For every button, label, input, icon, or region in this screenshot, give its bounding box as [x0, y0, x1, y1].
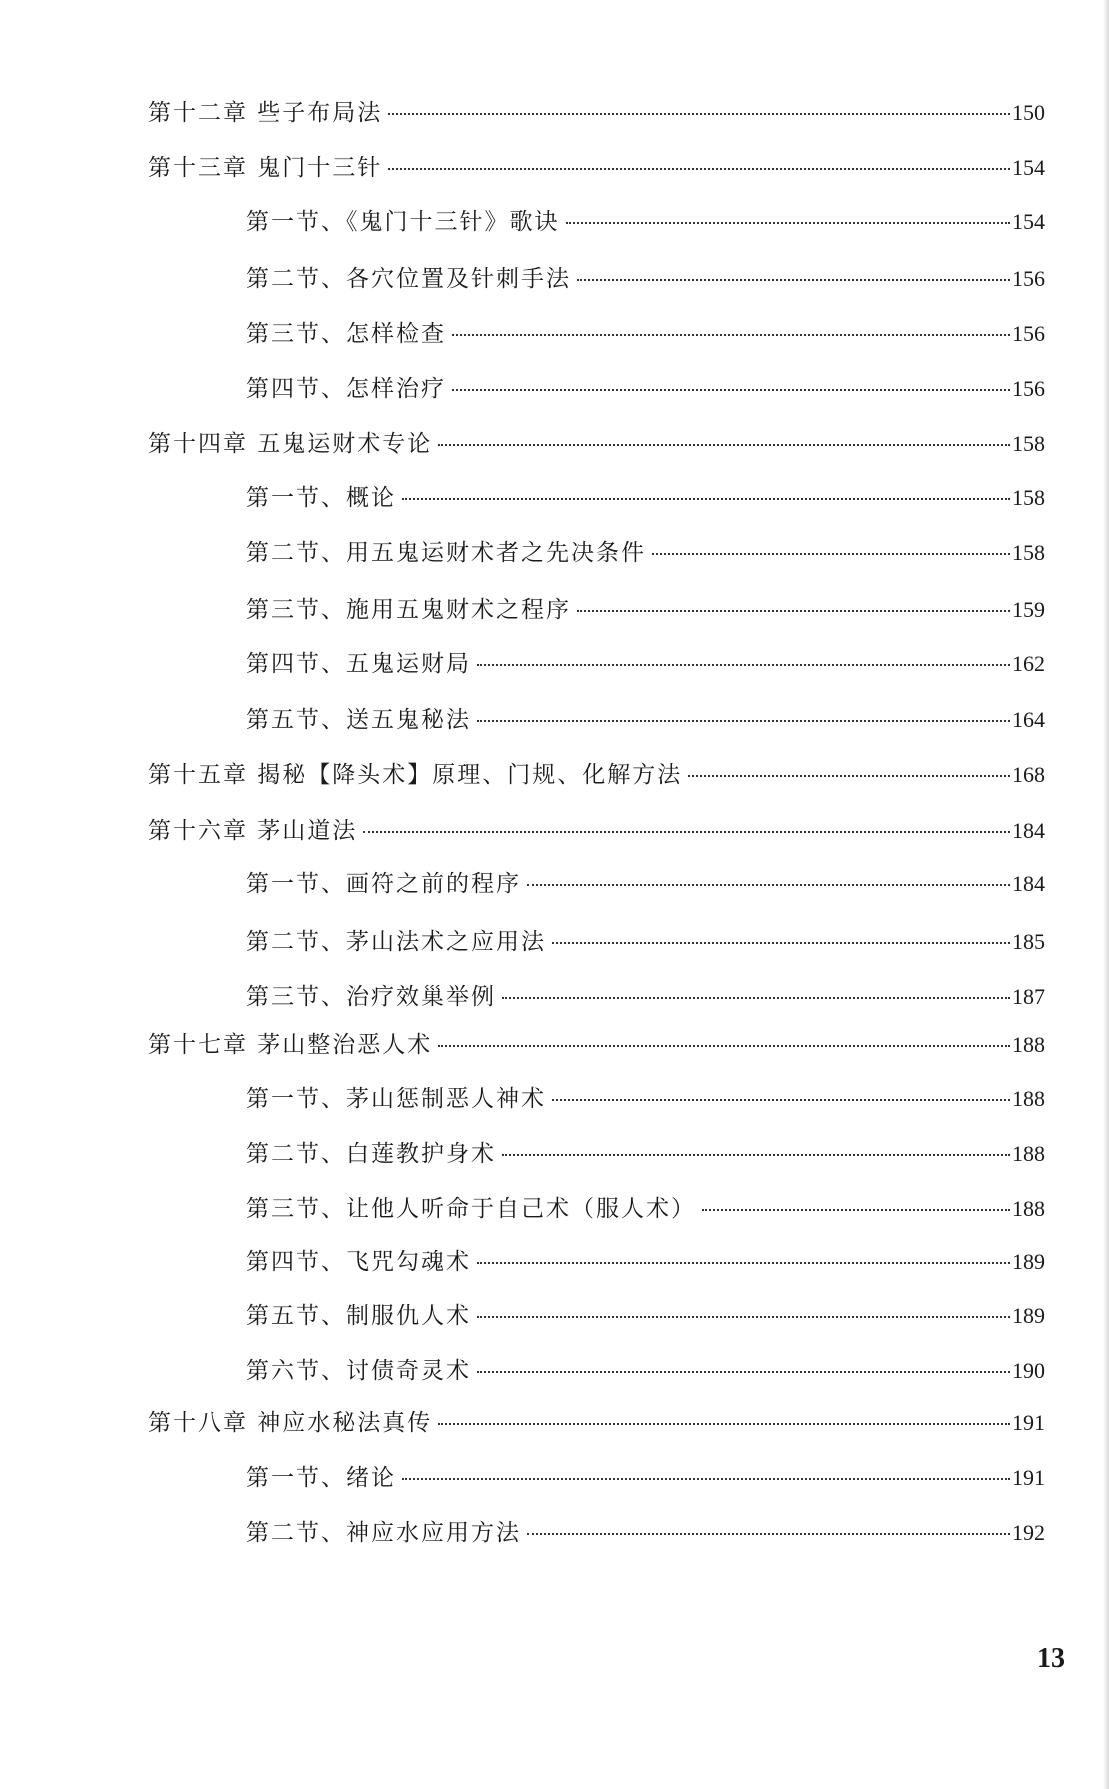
- toc-entry-label: 第三节、治疗效巢举例: [246, 984, 496, 1010]
- toc-leader-dots: [452, 334, 1010, 336]
- toc-entry-section[interactable]: [246, 1518, 1045, 1548]
- toc-leader-dots: [688, 775, 1010, 777]
- toc-leader-dots: [477, 720, 1010, 722]
- toc-leader-dots: [527, 884, 1010, 886]
- toc-entry-section[interactable]: [246, 1194, 1045, 1224]
- toc-leader-dots: [402, 1478, 1010, 1480]
- toc-leader-dots: [388, 113, 1010, 115]
- toc-entry-label: 第二节、白莲教护身术: [246, 1141, 496, 1167]
- toc-entry-chapter-16[interactable]: [148, 816, 1045, 846]
- toc-entry-label: 第一节、绪论: [246, 1465, 396, 1491]
- toc-entry-page: 192: [1012, 1520, 1045, 1545]
- toc-entry-section[interactable]: [246, 319, 1045, 349]
- toc-leader-dots: [477, 664, 1010, 666]
- toc-entry-label: 第四节、怎样治疗: [246, 376, 446, 402]
- toc-entry-page: 168: [1012, 762, 1045, 787]
- toc-leader-dots: [552, 942, 1010, 944]
- toc-leader-dots: [577, 279, 1010, 281]
- toc-entry-label: 第二节、神应水应用方法: [246, 1520, 521, 1546]
- toc-leader-dots: [477, 1316, 1010, 1318]
- toc-entry-section[interactable]: [246, 1463, 1045, 1493]
- toc-entry-page: 190: [1012, 1358, 1045, 1383]
- toc-leader-dots: [566, 222, 1011, 224]
- toc-leader-dots: [702, 1209, 1010, 1211]
- toc-entry-label: 第二节、用五鬼运财术者之先决条件: [246, 540, 646, 566]
- toc-entry-section[interactable]: [246, 1139, 1045, 1169]
- toc-entry-page: 188: [1012, 1196, 1045, 1221]
- toc-entry-label: 第十二章 些子布局法: [148, 100, 383, 126]
- toc-entry-page: 156: [1012, 266, 1045, 291]
- toc-entry-label: 第五节、送五鬼秘法: [246, 707, 471, 733]
- toc-entry-label: 第一节、《鬼门十三针》歌诀: [246, 209, 560, 235]
- toc-entry-label: 第六节、讨债奇灵术: [246, 1358, 471, 1384]
- toc-leader-dots: [452, 389, 1010, 391]
- toc-entry-label: 第四节、飞咒勾魂术: [246, 1249, 471, 1275]
- toc-entry-label: 第三节、让他人听命于自己术（服人术）: [246, 1196, 696, 1222]
- toc-entry-page: 184: [1012, 818, 1045, 843]
- toc-leader-dots: [527, 1533, 1010, 1535]
- toc-entry-page: 158: [1012, 431, 1045, 456]
- toc-entry-label: 第二节、茅山法术之应用法: [246, 929, 546, 955]
- toc-leader-dots: [363, 831, 1010, 833]
- toc-entry-label: 第四节、五鬼运财局: [246, 651, 471, 677]
- toc-entry-chapter-14[interactable]: [148, 429, 1045, 459]
- toc-entry-page: 188: [1012, 1141, 1045, 1166]
- toc-entry-page: 189: [1012, 1303, 1045, 1328]
- toc-entry-page: 162: [1012, 651, 1045, 676]
- toc-leader-dots: [477, 1262, 1010, 1264]
- toc-leader-dots: [438, 444, 1010, 446]
- toc-leader-dots: [552, 1099, 1010, 1101]
- toc-entry-chapter-15[interactable]: [148, 760, 1045, 790]
- toc-entry-section[interactable]: [246, 649, 1045, 679]
- toc-entry-label: 第十八章 神应水秘法真传: [148, 1410, 433, 1436]
- toc-leader-dots: [652, 553, 1010, 555]
- toc-entry-page: 158: [1012, 540, 1045, 565]
- toc-entry-section[interactable]: [246, 538, 1045, 568]
- toc-entry-section[interactable]: [246, 264, 1045, 294]
- toc-entry-section[interactable]: [246, 1084, 1045, 1114]
- toc-leader-dots: [502, 1154, 1010, 1156]
- toc-entry-section[interactable]: [246, 1247, 1045, 1277]
- toc-entry-label: 第十五章 揭秘【降头术】原理、门规、化解方法: [148, 762, 683, 788]
- toc-entry-page: 191: [1012, 1465, 1045, 1490]
- toc-entry-page: 188: [1012, 1032, 1045, 1057]
- toc-entry-chapter-13[interactable]: [148, 153, 1045, 183]
- toc-entry-section[interactable]: [246, 705, 1045, 735]
- toc-entry-section[interactable]: [246, 1301, 1045, 1331]
- toc-entry-section[interactable]: [246, 595, 1045, 625]
- toc-entry-label: 第二节、各穴位置及针刺手法: [246, 266, 571, 292]
- toc-leader-dots: [502, 997, 1010, 999]
- toc-entry-label: 第五节、制服仇人术: [246, 1303, 471, 1329]
- toc-entry-chapter-12[interactable]: [148, 98, 1045, 128]
- toc-entry-page: 156: [1012, 376, 1045, 401]
- toc-entry-page: 154: [1012, 155, 1045, 180]
- toc-entry-label: 第十三章 鬼门十三针: [148, 155, 383, 181]
- toc-entry-label: 第一节、概论: [246, 485, 396, 511]
- toc-entry-page: 184: [1012, 871, 1045, 896]
- toc-entry-page: 187: [1012, 984, 1045, 1009]
- toc-leader-dots: [388, 168, 1010, 170]
- toc-entry-page: 159: [1012, 597, 1045, 622]
- toc-entry-page: 158: [1012, 485, 1045, 510]
- toc-entry-section[interactable]: [246, 374, 1045, 404]
- toc-entry-chapter-18[interactable]: [148, 1408, 1045, 1438]
- toc-entry-chapter-17[interactable]: [148, 1030, 1045, 1060]
- toc-entry-label: 第一节、茅山惩制恶人神术: [246, 1086, 546, 1112]
- toc-entry-label: 第三节、施用五鬼财术之程序: [246, 597, 571, 623]
- toc-entry-page: 185: [1012, 929, 1045, 954]
- toc-entry-page: 156: [1012, 321, 1045, 346]
- toc-entry-label: 第一节、画符之前的程序: [246, 871, 521, 897]
- toc-leader-dots: [477, 1371, 1010, 1373]
- toc-entry-page: 189: [1012, 1249, 1045, 1274]
- page-number: 13: [1037, 1643, 1065, 1674]
- toc-entry-section[interactable]: [246, 982, 1045, 1012]
- toc-leader-dots: [438, 1045, 1010, 1047]
- toc-leader-dots: [577, 610, 1010, 612]
- toc-entry-page: 154: [1012, 209, 1045, 234]
- toc-leader-dots: [438, 1423, 1010, 1425]
- toc-entry-section[interactable]: [246, 483, 1045, 513]
- toc-entry-page: 191: [1012, 1410, 1045, 1435]
- toc-entry-page: 150: [1012, 100, 1045, 125]
- toc-entry-label: 第十七章 茅山整治恶人术: [148, 1032, 433, 1058]
- toc-entry-section[interactable]: [246, 207, 1045, 237]
- toc-entry-label: 第十六章 茅山道法: [148, 818, 358, 844]
- toc-entry-section[interactable]: [246, 869, 1045, 899]
- toc-leader-dots: [402, 498, 1010, 500]
- toc-entry-section[interactable]: [246, 927, 1045, 957]
- toc-entry-label: 第十四章 五鬼运财术专论: [148, 431, 433, 457]
- toc-entry-page: 164: [1012, 707, 1045, 732]
- toc-entry-page: 188: [1012, 1086, 1045, 1111]
- toc-entry-section[interactable]: [246, 1356, 1045, 1386]
- toc-entry-label: 第三节、怎样检查: [246, 321, 446, 347]
